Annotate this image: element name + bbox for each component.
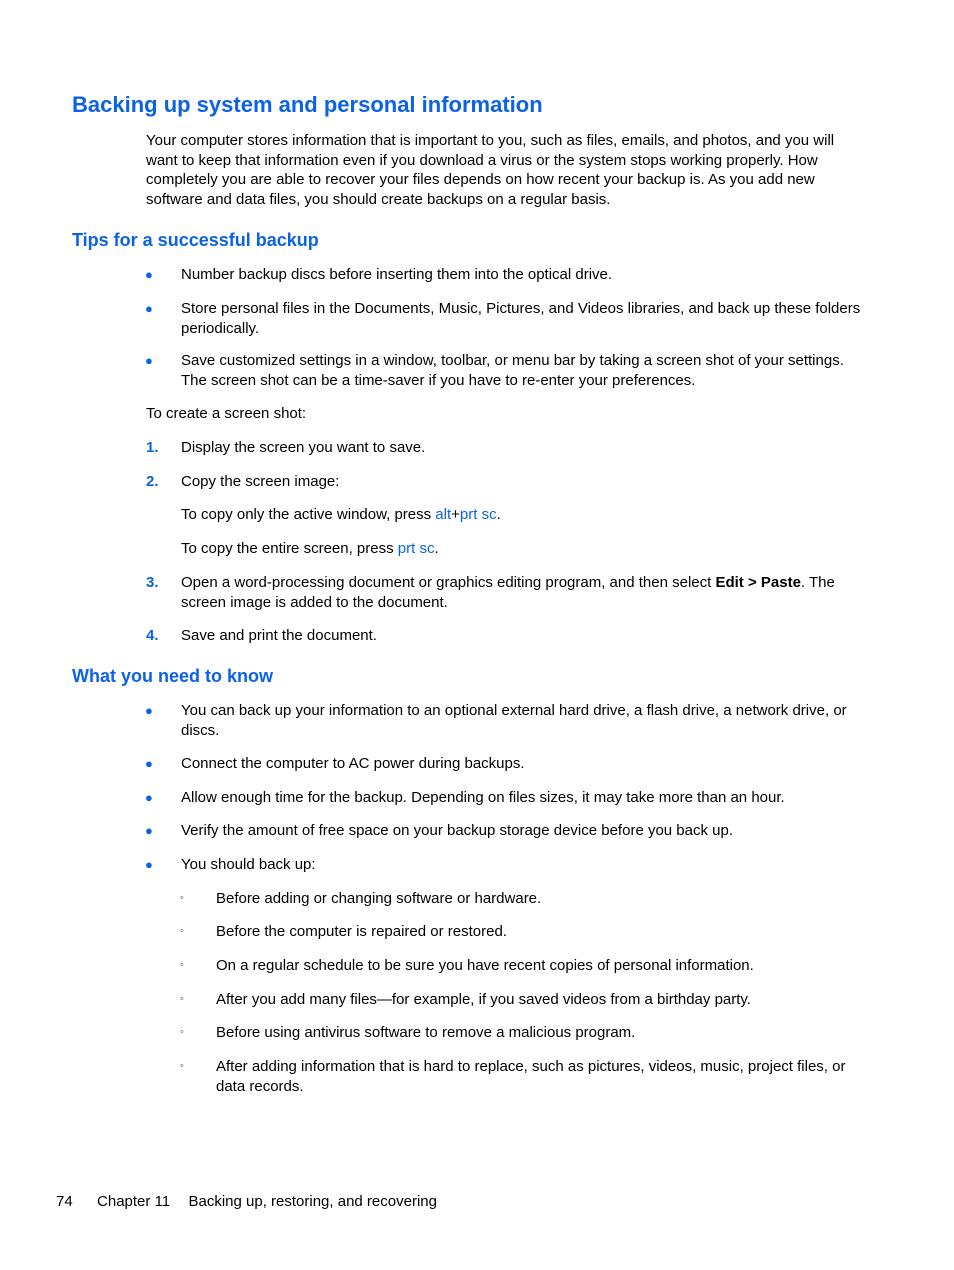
step-text: Copy the screen image: [181, 473, 340, 490]
list-item-text: Number backup discs before inserting them into the optical drive. [181, 266, 613, 283]
bullet-icon: ● [145, 703, 153, 718]
page-number: 74 [56, 1193, 73, 1210]
list-item-text: Save customized settings in a window, toolbar, or menu bar by taking a screen shot of your settings. The screen shot can be a time-saver if you have to re-enter your preferences. [181, 352, 844, 389]
bullet-icon: ● [145, 790, 153, 805]
list-item-text: Connect the computer to AC power during backups. [181, 755, 525, 772]
list-item-text: Verify the amount of free space on your backup storage device before you back up. [181, 822, 734, 839]
sub-bullet-icon: ◦ [180, 959, 184, 971]
sub-list-item-text: Before using antivirus software to remove a malicious program. [216, 1024, 636, 1041]
sub-bullet-icon: ◦ [180, 892, 184, 904]
bullet-icon: ● [145, 353, 153, 368]
page-title: Backing up system and personal information [72, 92, 543, 117]
copy-active-window-note: To copy only the active window, press alt+prt sc. [181, 506, 501, 523]
step-number: 4. [146, 627, 159, 644]
sub-bullet-icon: ◦ [180, 1026, 184, 1038]
sub-bullet-icon: ◦ [180, 1060, 184, 1072]
prt-sc-key: prt sc [397, 540, 435, 557]
page-footer [56, 1192, 437, 1212]
screenshot-intro: To create a screen shot: [146, 405, 307, 422]
bullet-icon: ● [145, 823, 153, 838]
step-number: 3. [146, 574, 159, 591]
step-number: 2. [146, 473, 159, 490]
alt-key: alt [435, 506, 452, 523]
copy-entire-screen-note: To copy the entire screen, press prt sc. [181, 540, 439, 557]
chapter-label: Chapter 11 [97, 1193, 171, 1210]
list-item-text: You should back up: [181, 856, 316, 873]
intro-paragraph: Your computer stores information that is important to you, such as files, emails, and photos, and you will want to keep that information even if you download a virus or the system stops working properly. How completely you are able to recover your files depends on how recent your backup is. As you add new software and data files, you should create backups on a regular basis. [146, 132, 835, 208]
chapter-title: Backing up, restoring, and recovering [188, 1193, 437, 1210]
step-number: 1. [146, 439, 159, 456]
sub-list-item-text: After you add many files—for example, if you saved videos from a birthday party. [216, 991, 751, 1008]
list-item-text: Allow enough time for the backup. Depending on files sizes, it may take more than an hour. [181, 789, 785, 806]
step-text: Open a word-processing document or graphics editing program, and then select Edit > Paste. The screen image is added to the document. [181, 574, 835, 611]
sub-list-item-text: On a regular schedule to be sure you have recent copies of personal information. [216, 957, 754, 974]
bullet-icon: ● [145, 857, 153, 872]
sub-bullet-icon: ◦ [180, 993, 184, 1005]
step-text: Save and print the document. [181, 627, 377, 644]
tips-heading: Tips for a successful backup [72, 230, 319, 250]
bullet-icon: ● [145, 267, 153, 282]
step-text: Display the screen you want to save. [181, 439, 426, 456]
need-to-know-heading: What you need to know [72, 666, 273, 686]
prt-sc-key: prt sc [459, 506, 497, 523]
sub-list-item-text: After adding information that is hard to replace, such as pictures, videos, music, project files, or data records. [216, 1058, 846, 1095]
sub-list-item-text: Before adding or changing software or hardware. [216, 890, 542, 907]
sub-bullet-icon: ◦ [180, 925, 184, 937]
list-item-text: Store personal files in the Documents, Music, Pictures, and Videos libraries, and back up these folders periodically. [181, 300, 861, 337]
sub-list-item-text: Before the computer is repaired or restored. [216, 923, 507, 940]
bullet-icon: ● [145, 301, 153, 316]
list-item-text: You can back up your information to an optional external hard drive, a flash drive, a network drive, or discs. [181, 702, 847, 739]
bullet-icon: ● [145, 756, 153, 771]
menu-path: Edit > Paste [715, 574, 801, 591]
